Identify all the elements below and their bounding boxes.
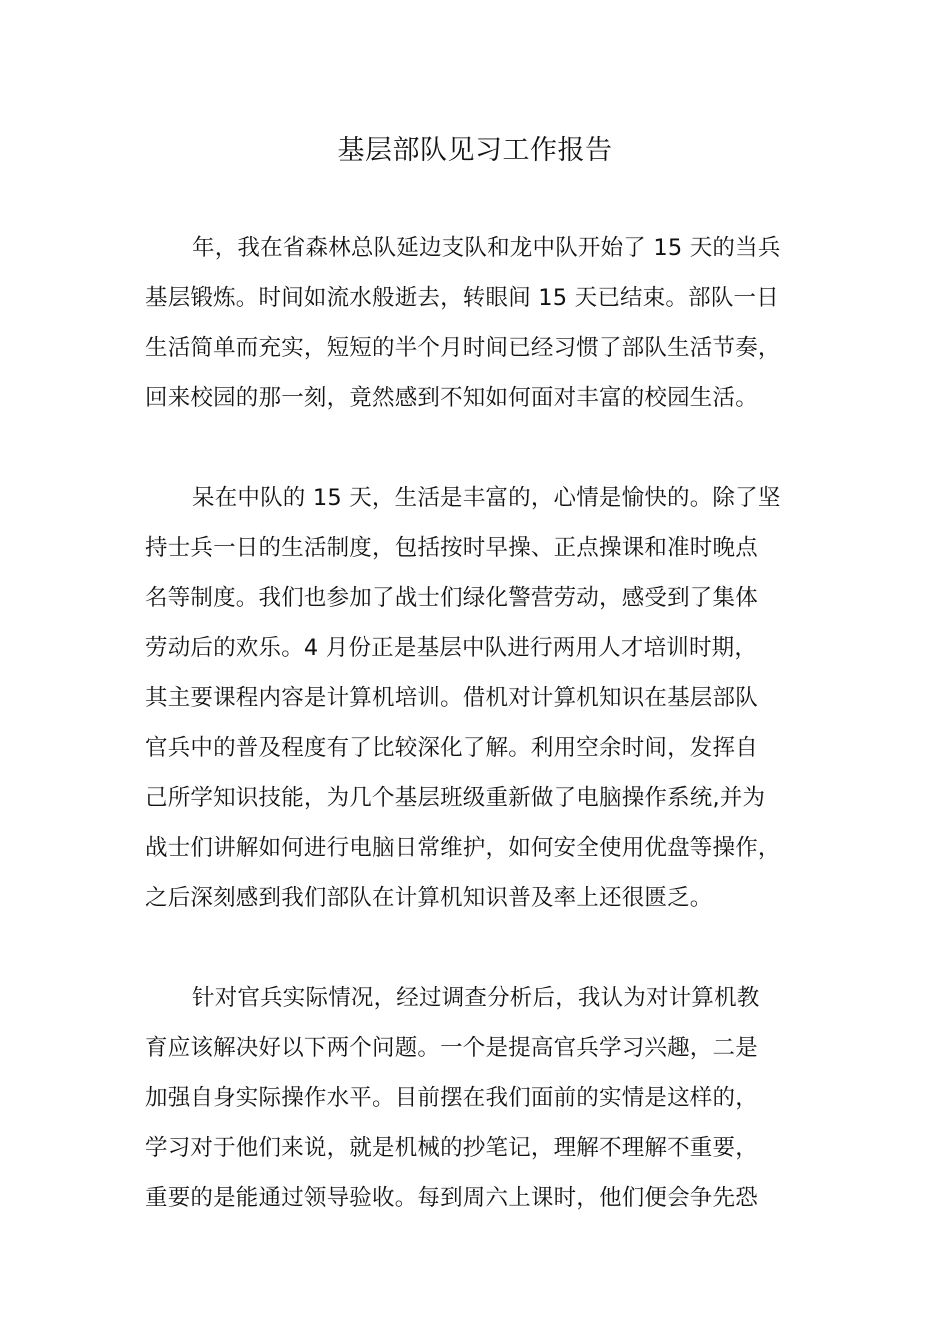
paragraph-2-line-4: 劳动后的欢乐。4 月份正是基层中队进行两用人才培训时期，	[145, 635, 758, 661]
paragraph-1-line-3: 生活简单而充实，短短的半个月时间已经习惯了部队生活节奏，	[145, 335, 781, 361]
paragraph-2-line-2: 持士兵一日的生活制度，包括按时早操、正点操课和准时晚点	[145, 535, 758, 561]
paragraph-2-line-9: 之后深刻感到我们部队在计算机知识普及率上还很匮乏。	[145, 885, 713, 911]
paragraph-1-line-1: 年，我在省森林总队延边支队和龙中队开始了 15 天的当兵	[192, 235, 781, 261]
paragraph-2-line-1: 呆在中队的 15 天，生活是丰富的，心情是愉快的。除了坚	[192, 485, 781, 511]
paragraph-1-line-2: 基层锻炼。时间如流水般逝去，转眼间 15 天已结束。部队一日	[145, 285, 779, 311]
document-title: 基层部队见习工作报告	[337, 135, 613, 166]
paragraph-2-line-5: 其主要课程内容是计算机培训。借机对计算机知识在基层部队	[145, 685, 758, 711]
paragraph-2-line-7: 己所学知识技能，为几个基层班级重新做了电脑操作系统,并为	[145, 785, 766, 811]
paragraph-3-line-4: 学习对于他们来说，就是机械的抄笔记，理解不理解不重要，	[145, 1135, 758, 1161]
paragraph-2-line-6: 官兵中的普及程度有了比较深化了解。利用空余时间，发挥自	[145, 735, 758, 761]
paragraph-3-line-5: 重要的是能通过领导验收。每到周六上课时，他们便会争先恐	[145, 1185, 758, 1211]
paragraph-3-line-3: 加强自身实际操作水平。目前摆在我们面前的实情是这样的，	[145, 1085, 758, 1111]
paragraph-3-line-1: 针对官兵实际情况，经过调查分析后，我认为对计算机教	[192, 985, 760, 1011]
paragraph-3-line-2: 育应该解决好以下两个问题。一个是提高官兵学习兴趣，二是	[145, 1035, 758, 1061]
paragraph-2-line-8: 战士们讲解如何进行电脑日常维护，如何安全使用优盘等操作，	[145, 835, 781, 861]
paragraph-2-line-3: 名等制度。我们也参加了战士们绿化警营劳动，感受到了集体	[145, 585, 758, 611]
paragraph-1-line-4: 回来校园的那一刻，竟然感到不知如何面对丰富的校园生活。	[145, 385, 758, 411]
